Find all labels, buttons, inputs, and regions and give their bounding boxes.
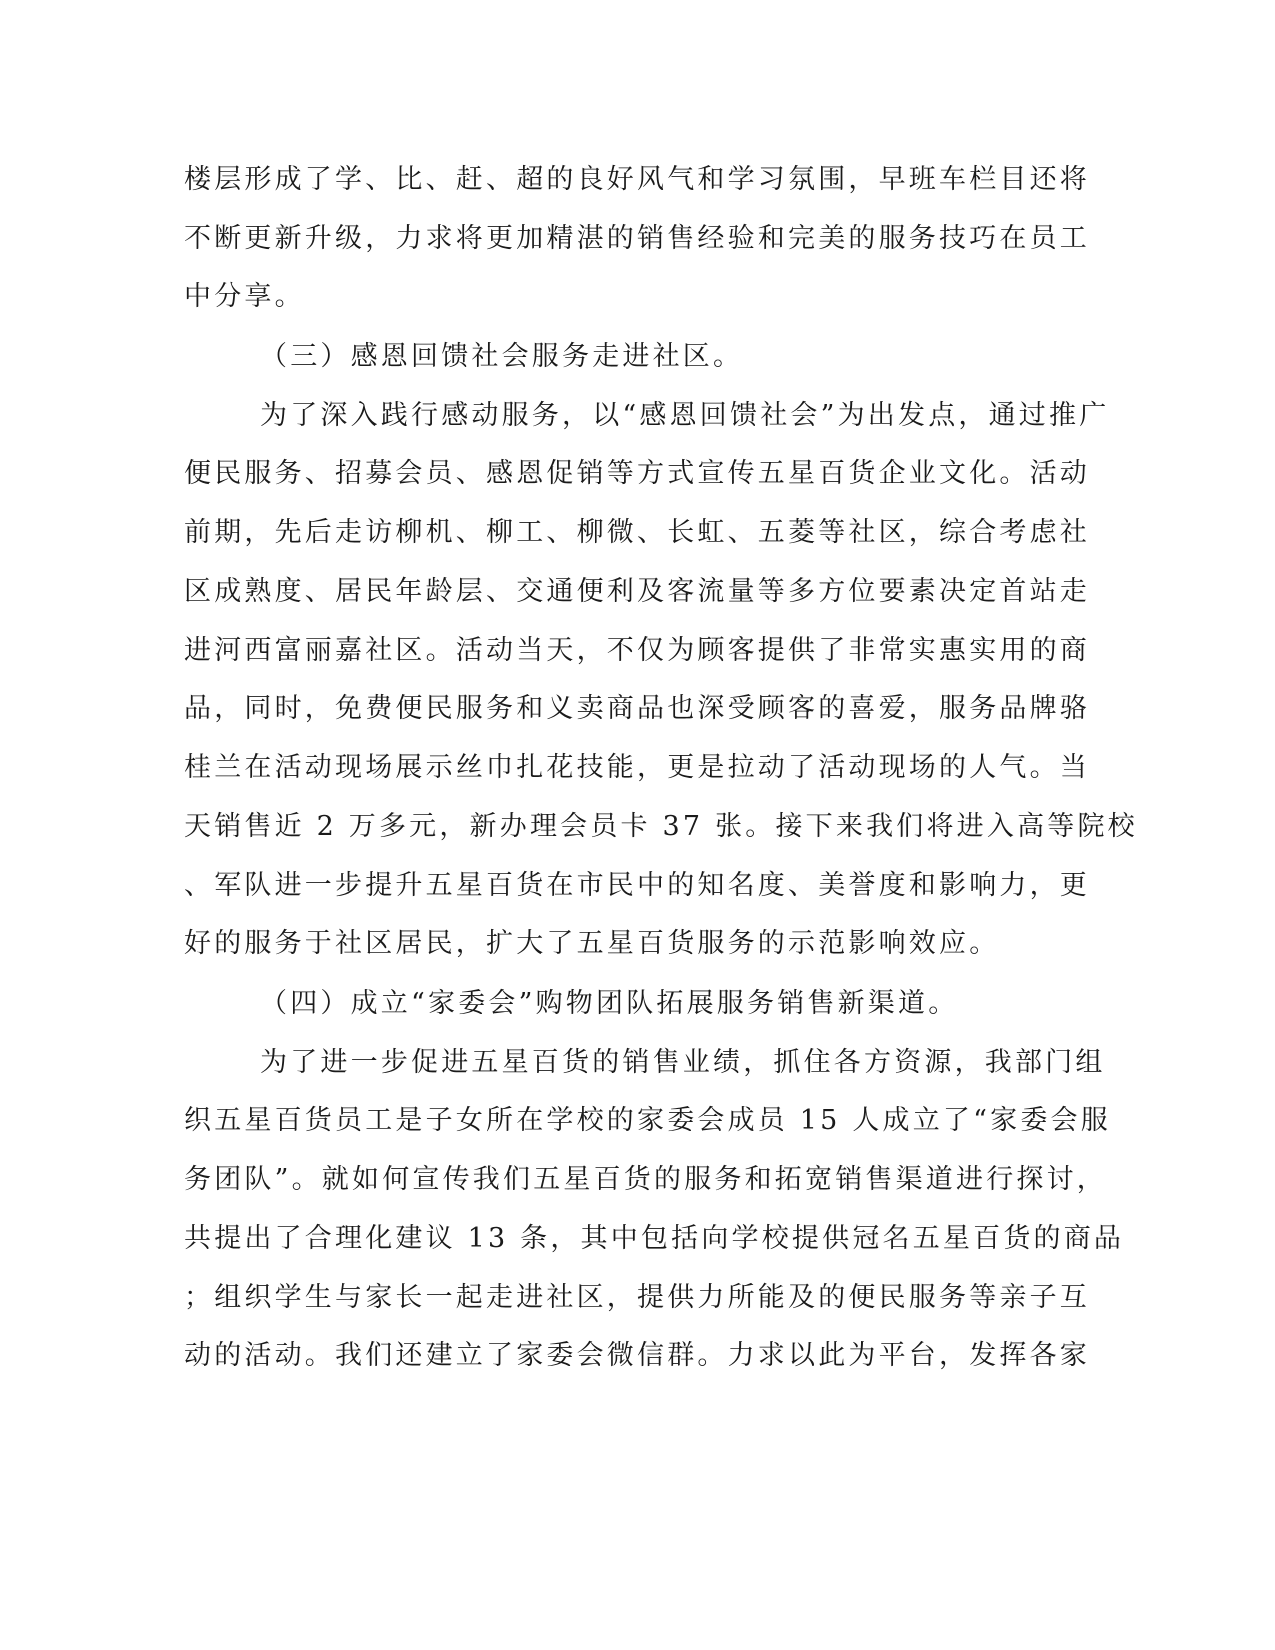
body-text-line: 天销售近 2 万多元，新办理会员卡 37 张。接下来我们将进入高等院校 — [184, 811, 1138, 842]
body-text-line: ；组织学生与家长一起走进社区，提供力所能及的便民服务等亲子互 — [184, 1282, 1090, 1313]
body-text-line: 不断更新升级，力求将更加精湛的销售经验和完美的服务技巧在员工 — [184, 223, 1090, 254]
body-text-line: 楼层形成了学、比、赶、超的良好风气和学习氛围，早班车栏目还将 — [184, 164, 1090, 195]
section-heading-three: （三）感恩回馈社会服务走进社区。 — [260, 341, 744, 372]
body-text-line: 前期，先后走访柳机、柳工、柳微、长虹、五菱等社区，综合考虑社 — [184, 517, 1090, 548]
body-text-line: 便民服务、招募会员、感恩促销等方式宣传五星百货企业文化。活动 — [184, 458, 1090, 489]
body-text-line: 共提出了合理化建议 13 条，其中包括向学校提供冠名五星百货的商品 — [184, 1223, 1125, 1254]
body-text-line: 好的服务于社区居民，扩大了五星百货服务的示范影响效应。 — [184, 928, 1000, 959]
body-text-line: 中分享。 — [184, 281, 305, 312]
body-text-line: 进河西富丽嘉社区。活动当天，不仅为顾客提供了非常实惠实用的商 — [184, 635, 1090, 666]
body-text-line: 区成熟度、居民年龄层、交通便利及客流量等多方位要素决定首站走 — [184, 576, 1090, 607]
body-text-line: 品，同时，免费便民服务和义卖商品也深受顾客的喜爱，服务品牌骆 — [184, 693, 1090, 724]
body-text-line: 为了深入践行感动服务，以“感恩回馈社会”为出发点，通过推广 — [260, 400, 1110, 431]
body-text-line: 、军队进一步提升五星百货在市民中的知名度、美誉度和影响力，更 — [184, 870, 1090, 901]
body-text-line: 织五星百货员工是子女所在学校的家委会成员 15 人成立了“家委会服 — [184, 1105, 1111, 1136]
body-text-line: 桂兰在活动现场展示丝巾扎花技能，更是拉动了活动现场的人气。当 — [184, 752, 1090, 783]
body-text-line: 为了进一步促进五星百货的销售业绩，抓住各方资源，我部门组 — [260, 1047, 1106, 1078]
body-text-line: 务团队”。就如何宣传我们五星百货的服务和拓宽销售渠道进行探讨， — [184, 1164, 1108, 1195]
body-text-line: 动的活动。我们还建立了家委会微信群。力求以此为平台，发挥各家 — [184, 1340, 1090, 1371]
section-heading-four: （四）成立“家委会”购物团队拓展服务销售新渠道。 — [260, 988, 959, 1019]
